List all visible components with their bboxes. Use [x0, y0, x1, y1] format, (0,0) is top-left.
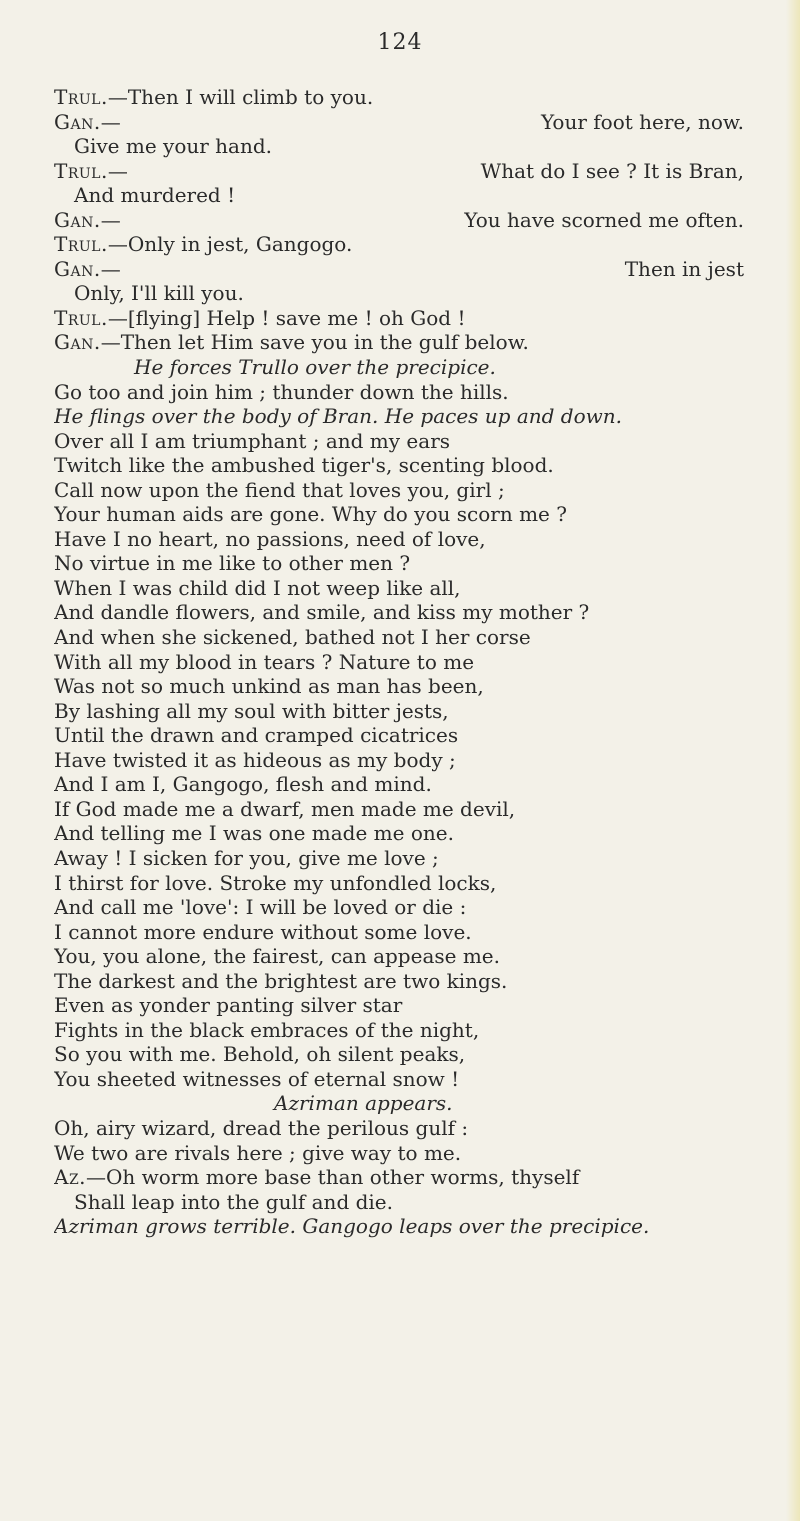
line-text: I cannot more endure without some love. — [54, 919, 472, 944]
verse-line — [54, 110, 754, 135]
verse-line — [54, 1042, 794, 1067]
verse-line — [54, 846, 794, 871]
verse-line — [54, 502, 794, 527]
line-text: — — [107, 158, 128, 183]
verse-line — [54, 281, 794, 306]
verse-line — [54, 748, 794, 773]
line-text: Even as yonder panting silver star — [54, 993, 403, 1018]
line-text: And dandle flowers, and smile, and kiss my mother ? — [54, 600, 590, 625]
line-text: The darkest and the brightest are two kings. — [54, 968, 508, 993]
verse-line — [54, 699, 794, 724]
speaker-name: Gan. — [54, 109, 101, 134]
verse-line — [54, 625, 794, 650]
verse-line — [54, 330, 794, 355]
verse-line — [54, 404, 794, 429]
line-text: Azriman grows terrible. Gangogo leaps over the precipice. — [54, 1214, 650, 1239]
verse-line — [54, 380, 794, 405]
verse-line — [54, 257, 754, 282]
verse-line — [54, 650, 794, 675]
verse-line — [54, 208, 754, 233]
verse-line — [54, 1190, 794, 1215]
line-text: You, you alone, the fairest, can appease me. — [54, 944, 500, 969]
verse-line — [54, 355, 794, 380]
verse-line — [54, 723, 794, 748]
verse-line — [54, 797, 794, 822]
line-text: Shall leap into the gulf and die. — [74, 1189, 393, 1214]
line-text: No virtue in me like to other men ? — [54, 551, 411, 576]
page-number: 124 — [377, 30, 423, 55]
verse-line — [54, 183, 794, 208]
line-text: Oh, airy wizard, dread the perilous gulf : — [54, 1115, 469, 1140]
verse-line — [54, 576, 794, 601]
line-text: Your human aids are gone. Why do you scorn me ? — [54, 502, 567, 527]
line-text: —Then let Him save you in the gulf below. — [100, 330, 529, 355]
line-text: Go too and join him ; thunder down the hills. — [54, 379, 509, 404]
verse-line — [54, 527, 794, 552]
verse-line — [54, 1067, 794, 1092]
verse-line — [54, 1141, 794, 1166]
line-text: Twitch like the ambushed tiger's, scenting blood. — [54, 453, 554, 478]
line-text: And telling me I was one made me one. — [54, 821, 454, 846]
line-text: And I am I, Gangogo, flesh and mind. — [54, 772, 432, 797]
verse-line — [54, 895, 794, 920]
verse-line — [54, 1165, 794, 1190]
line-text: Fights in the black embraces of the night, — [54, 1017, 480, 1042]
speaker-name: Trul. — [54, 158, 108, 183]
verse-line — [54, 306, 794, 331]
verse-line — [54, 1116, 794, 1141]
line-text: Only, I'll kill you. — [74, 281, 244, 306]
line-text: I thirst for love. Stroke my unfondled locks, — [54, 870, 497, 895]
verse-line — [54, 134, 794, 159]
play-text — [54, 85, 794, 1239]
line-text: Call now upon the fiend that loves you, girl ; — [54, 477, 505, 502]
verse-line — [54, 993, 794, 1018]
verse-line — [54, 944, 794, 969]
line-text: Over all I am triumphant ; and my ears — [54, 428, 451, 453]
line-text: — — [100, 109, 121, 134]
line-text: And when she sickened, bathed not I her corse — [54, 625, 531, 650]
line-text: We two are rivals here ; give way to me. — [54, 1140, 462, 1165]
speaker-name: Gan. — [54, 256, 101, 281]
line-text: — — [100, 256, 121, 281]
line-text-right: Then in jest — [624, 256, 744, 281]
verse-line — [54, 1214, 794, 1239]
verse-line — [54, 920, 794, 945]
line-text: Have I no heart, no passions, need of love, — [54, 526, 486, 551]
line-text: When I was child did I not weep like all, — [54, 575, 461, 600]
line-text: —Oh worm more base than other worms, thyself — [86, 1165, 580, 1190]
speaker-name: Az. — [54, 1165, 87, 1190]
line-text: By lashing all my soul with bitter jests, — [54, 698, 449, 723]
line-text: He flings over the body of Bran. He paces up and down. — [54, 404, 622, 429]
line-text: Have twisted it as hideous as my body ; — [54, 747, 456, 772]
verse-line — [54, 478, 794, 503]
speaker-name: Trul. — [54, 305, 108, 330]
verse-line — [54, 159, 754, 184]
line-text-right: What do I see ? It is Bran, — [480, 158, 744, 183]
line-text: If God made me a dwarf, men made me devil, — [54, 796, 516, 821]
verse-line — [54, 969, 794, 994]
speaker-name: Gan. — [54, 207, 101, 232]
line-text-right: You have scorned me often. — [464, 207, 744, 232]
verse-line — [54, 1018, 794, 1043]
line-text: And call me 'love': I will be loved or die : — [54, 895, 467, 920]
line-text: Give me your hand. — [74, 134, 273, 159]
speaker-name: Trul. — [54, 85, 108, 109]
verse-line — [54, 772, 794, 797]
verse-line — [54, 674, 794, 699]
line-text: Was not so much unkind as man has been, — [54, 674, 484, 699]
verse-line — [54, 871, 794, 896]
verse-line — [54, 232, 794, 257]
line-text: He forces Trullo over the precipice. — [134, 355, 496, 380]
line-text: — — [100, 207, 121, 232]
speaker-name: Gan. — [54, 330, 101, 355]
page-edge — [786, 0, 800, 1521]
verse-line — [54, 600, 794, 625]
verse-line — [54, 85, 794, 110]
verse-line — [54, 453, 794, 478]
line-text: —Only in jest, Gangogo. — [107, 232, 353, 257]
verse-line — [54, 551, 794, 576]
line-text: And murdered ! — [74, 183, 236, 208]
line-text: Until the drawn and cramped cicatrices — [54, 723, 459, 748]
line-text-right: Your foot here, now. — [540, 109, 744, 134]
verse-line — [54, 429, 794, 454]
line-text: You sheeted witnesses of eternal snow ! — [54, 1066, 460, 1091]
line-text: With all my blood in tears ? Nature to me — [54, 649, 475, 674]
line-text: —[flying] Help ! save me ! oh God ! — [107, 305, 466, 330]
speaker-name: Trul. — [54, 232, 108, 257]
verse-line — [54, 821, 794, 846]
line-text: Azriman appears. — [274, 1091, 453, 1116]
line-text: So you with me. Behold, oh silent peaks, — [54, 1042, 466, 1067]
line-text: —Then I will climb to you. — [107, 85, 374, 109]
verse-line — [54, 1091, 794, 1116]
line-text: Away ! I sicken for you, give me love ; — [54, 845, 439, 870]
